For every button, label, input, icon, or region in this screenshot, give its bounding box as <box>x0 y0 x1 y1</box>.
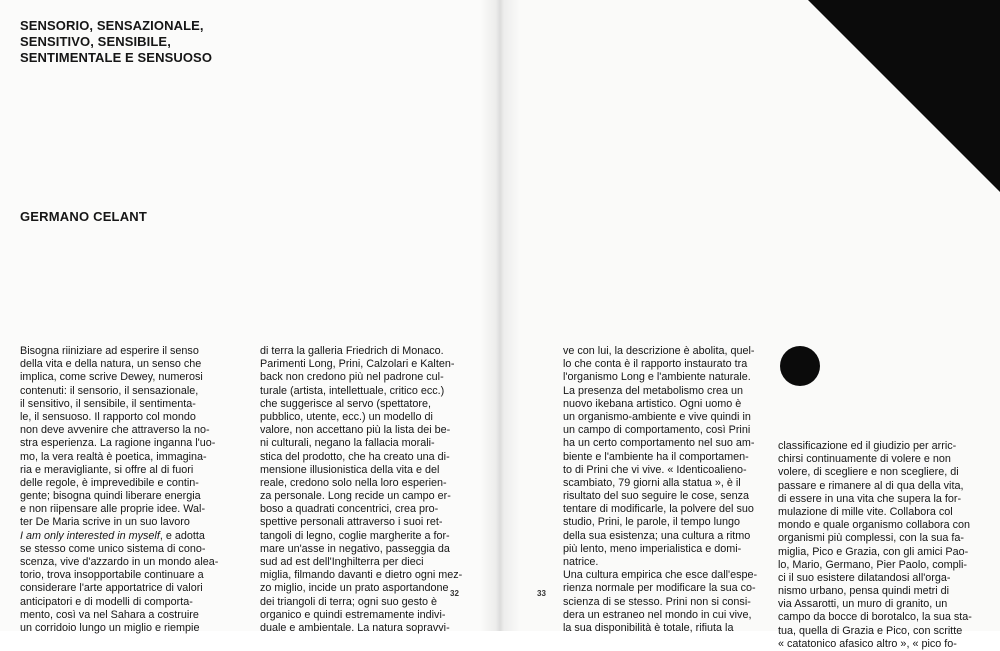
text-line: turale (artista, intellettuale, critico ecc.) <box>260 384 445 397</box>
text-line: di terra la galleria Friedrich di Monaco. <box>260 345 444 357</box>
text-line: valore, non accettano più la lista dei be- <box>260 424 451 437</box>
black-circle <box>780 346 820 386</box>
text-line: le, il sensuoso. Il rapporto col mondo <box>20 410 196 423</box>
text-line: risultato del suo seguire le cose, senza <box>563 490 750 503</box>
text-line: dera un estraneo nel mondo in cui vive, <box>563 608 752 621</box>
text-line: tua, quella di Grazia e Pico, con scritte <box>778 624 963 637</box>
text-line: campo da bocce di borotalco, la sua sta- <box>778 611 972 624</box>
text-line: implica, come scrive Dewey, numerosi <box>20 371 203 384</box>
text-line: un corridoio lungo un miglio e riempie <box>20 621 200 634</box>
text-line: la sua disponibilità è totale, rifiuta la <box>563 621 734 634</box>
text-line: Una cultura empirica che esce dall'espe- <box>563 569 758 582</box>
text-column-4 <box>778 440 990 651</box>
text-line: via Assarotti, un muro di granito, un <box>778 598 948 611</box>
text-line: studio, Prini, le parole, il tempo lungo <box>563 516 741 529</box>
text-line: mo, la vera realtà è poetica, immagina- <box>20 450 207 463</box>
text-line: classificazione ed il giudizio per arric- <box>778 440 957 452</box>
text-line: più lento, meno imperialistica e domi- <box>563 542 742 555</box>
text-line: l'organismo Long e l'ambiente naturale. <box>563 371 751 384</box>
text-line: torio, trova insopportabile continuare a <box>20 569 204 582</box>
text-line: back non credono più nel padrone cul- <box>260 371 444 384</box>
text-line: ter De Maria scrive in un suo lavoro <box>20 516 190 529</box>
text-line: duale e ambientale. La natura sopravvi- <box>260 621 450 634</box>
text-line: tangoli di legno, coglie margherite a for- <box>260 529 450 542</box>
text-column-3 <box>563 345 773 635</box>
text-line: miglia, Pico e Grazia, con gli amici Pao- <box>778 545 969 558</box>
text-line: dei triangoli di terra; ogni suo gesto è <box>260 595 438 608</box>
text-line: natrice. <box>563 556 599 568</box>
text-line: lo, Mario, Germano, Pier Paolo, compli- <box>778 558 968 571</box>
text-line: se stesso come unico sistema di cono- <box>20 542 206 555</box>
text-line: considerare l'arte apportatrice di valori <box>20 582 203 595</box>
text-line: ria e meravigliante, si offre al di fuori <box>20 463 194 476</box>
text-line: ve con lui, la descrizione è abolita, quel- <box>563 345 755 357</box>
text-line: scambiato, 79 giorni alla statua », è il <box>563 476 741 489</box>
text-line: stra esperienza. La ragione inganna l'uo- <box>20 437 216 450</box>
text-column-1 <box>20 345 232 635</box>
text-line: boso a quadrati concentrici, crea pro- <box>260 503 439 516</box>
book-gutter <box>480 0 520 631</box>
page-number-right: 33 <box>537 589 546 598</box>
text-line: il sensitivo, il sensibile, il sentimenta- <box>20 397 196 410</box>
text-line: che suggerisce al servo (spettatore, <box>260 397 432 410</box>
text-line: biente e l'ambiente ha il comportamen- <box>563 450 749 463</box>
text-line: mulazione di mille vite. Collabora col <box>778 505 953 518</box>
text-line: sud ad est dell'Inghilterra per dieci <box>260 556 424 568</box>
text-line: delle regole, è imprevedibile e contin- <box>20 476 199 489</box>
text-line: e non riipensare alle proprie idee. Wal- <box>20 503 206 516</box>
text-line: miglia, filmando davanti e dietro ogni mez- <box>260 569 463 582</box>
text-line: organismi più complessi, con la sua fa- <box>778 532 965 545</box>
text-line: gente; bisogna quindi liberare energia <box>20 490 201 503</box>
text-line: mensione illusionistica della vita e del <box>260 463 440 476</box>
text-line: ni culturali, negano la fallacia morali- <box>260 437 435 450</box>
title-line: SENTIMENTALE E SENSUOSO <box>20 50 213 65</box>
text-line: mare un'asse in negativo, passeggia da <box>260 542 450 555</box>
text-line: contenuti: il sensorio, il sensazionale, <box>20 384 199 397</box>
text-line: mondo e quale organismo collabora con <box>778 519 971 532</box>
title-line: SENSITIVO, SENSIBILE, <box>20 34 171 49</box>
text-line: spettive personali attraverso i suoi ret- <box>260 516 443 529</box>
text-line: un campo di comportamento, così Prini <box>563 424 751 437</box>
text-line: lo che conta è il rapporto instaurato tra <box>563 358 748 371</box>
page-number-left: 32 <box>450 589 459 598</box>
text-line: un organismo-ambiente e vive quindi in <box>563 410 751 423</box>
text-line: « catatonico afasico altro », « pico fo- <box>778 637 957 650</box>
text-line: scenza, vive d'azzardo in un mondo alea- <box>20 556 219 568</box>
text-line: di essere in una vita che supera la for- <box>778 492 962 505</box>
text-line: rienza normale per modificare la sua co- <box>563 582 756 595</box>
text-line: volere, di scegliere e non scegliere, di <box>778 466 959 479</box>
text-line: stica del prodotto, che ha creato una di- <box>260 450 450 463</box>
text-line: chirsi continuamente di volere e non <box>778 453 951 466</box>
text-line: Bisogna riiniziare ad esperire il senso <box>20 345 199 357</box>
text-line: della sua esistenza; una cultura a ritmo <box>563 529 751 542</box>
text-line: non deve avvenire che attraverso la no- <box>20 424 210 437</box>
text-line: reale, credono solo nella loro esperien- <box>260 476 447 489</box>
text-line: Parimenti Long, Prini, Calzolari e Kalten- <box>260 358 455 371</box>
text-line: nuovo ikebana artistico. Ogni uomo è <box>563 397 742 410</box>
text-line: organico e quindi estremamente indivi- <box>260 608 446 621</box>
text-line: passare e rimanere al di qua della vita, <box>778 479 964 492</box>
title-line: SENSORIO, SENSAZIONALE, <box>20 18 204 33</box>
text-line: ha un certo comportamento nel suo am- <box>563 437 755 450</box>
text-line: tentare di modificarle, la polvere del suo <box>563 503 754 516</box>
text-line: anticipatori e di modelli di comporta- <box>20 595 193 608</box>
text-line: scienza di se stesso. Prini non si consi- <box>563 595 751 608</box>
text-line: ci il suo esistere dilatandosi all'orga- <box>778 571 951 584</box>
text-line: za personale. Long recide un campo er- <box>260 490 451 503</box>
text-column-2 <box>260 345 472 635</box>
text-line: pubblico, utente, ecc.) un modello di <box>260 410 433 423</box>
author-name: GERMANO CELANT <box>20 209 148 224</box>
text-line: nismo urbano, pensa quindi metri di <box>778 585 950 598</box>
text-line: to di Prini che vi vive. « Identicoalieno- <box>563 463 747 476</box>
text-line: della vita e della natura, un senso che <box>20 358 202 371</box>
text-line: zo miglio, incide un prato asportandone <box>260 582 449 595</box>
text-line: La presenza del metabolismo crea un <box>563 384 744 397</box>
article-title <box>20 18 250 66</box>
text-line: I am only interested in myself, e adotta <box>20 529 205 542</box>
text-line: mento, così va nel Sahara a costruire <box>20 608 199 621</box>
